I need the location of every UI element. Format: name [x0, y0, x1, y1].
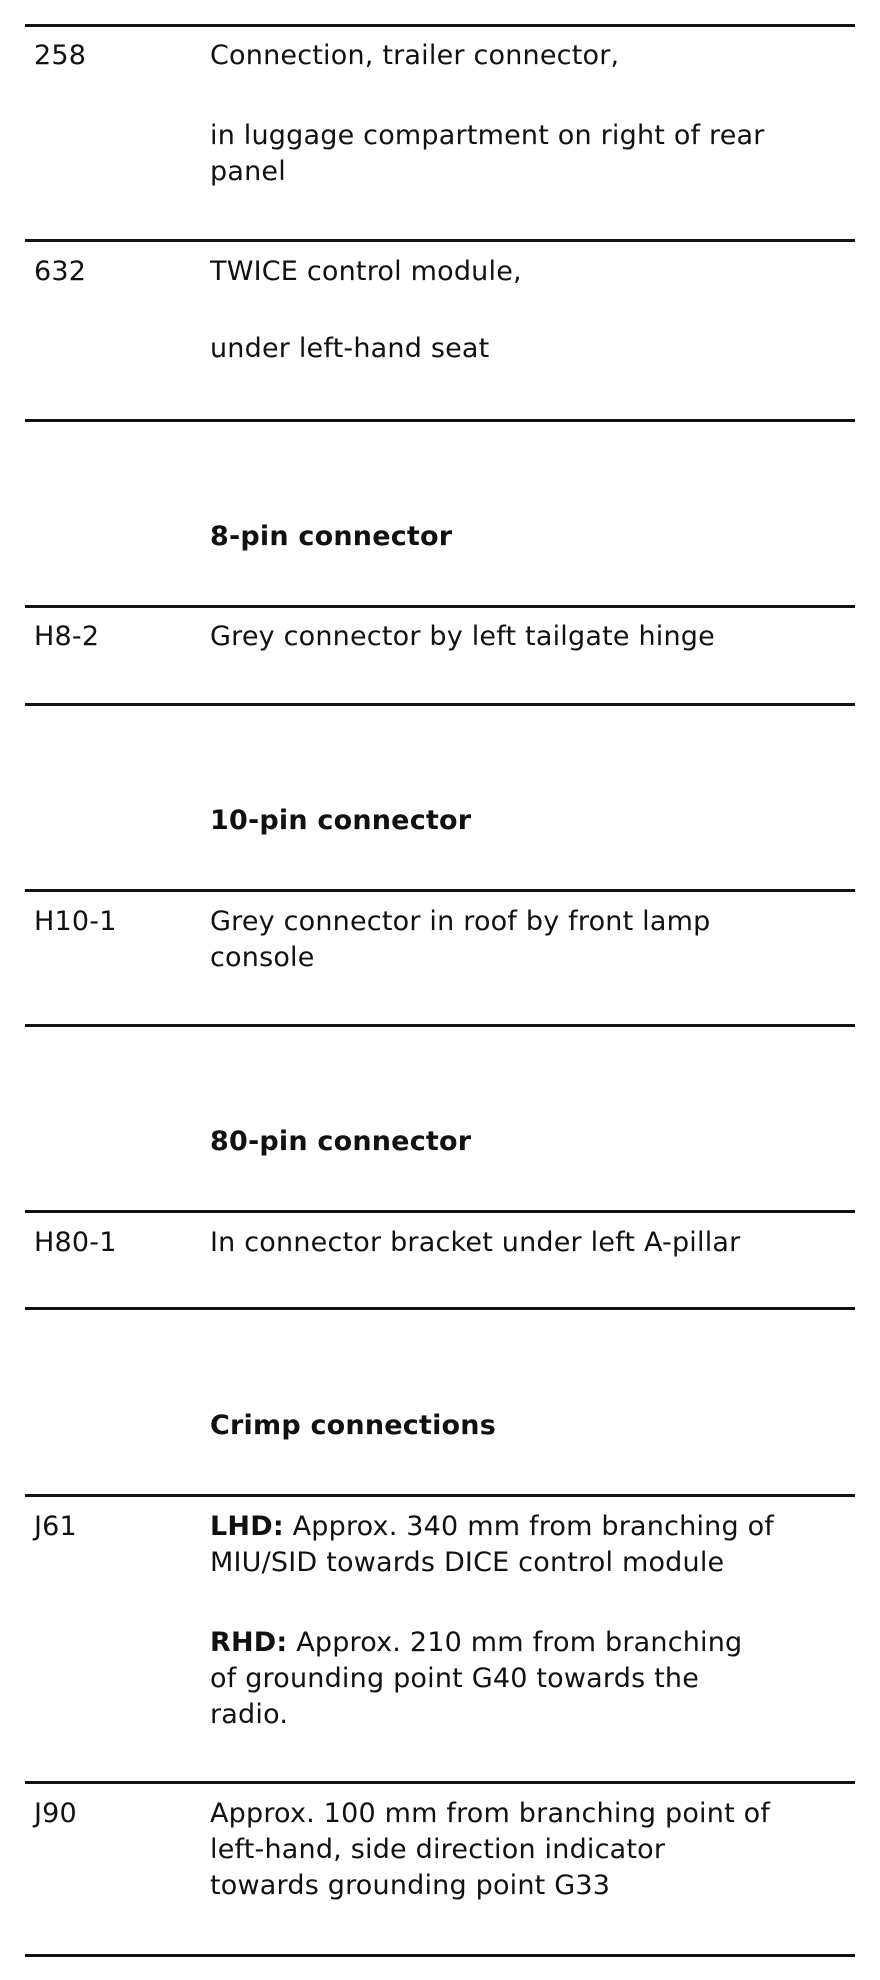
table-divider — [25, 1954, 855, 1957]
table-divider — [25, 1210, 855, 1213]
row-code: H8-2 — [34, 621, 100, 652]
row-code: 632 — [34, 256, 87, 287]
table-divider — [25, 1307, 855, 1310]
row-description-line: Grey connector by left tailgate hinge — [210, 621, 715, 652]
row-description-line: radio. — [210, 1699, 289, 1730]
section-heading: 80-pin connector — [210, 1126, 472, 1157]
row-description-line: towards grounding point G33 — [210, 1870, 611, 1901]
section-heading: 8-pin connector — [210, 521, 453, 552]
table-divider — [25, 419, 855, 422]
rhd-note-line — [210, 1625, 742, 1661]
lhd-label: LHD: — [210, 1511, 284, 1542]
table-divider — [25, 1781, 855, 1784]
row-description-line: Connection, trailer connector, — [210, 40, 620, 71]
lhd-note-line — [210, 1509, 774, 1545]
row-description-line: under left-hand seat — [210, 333, 490, 364]
row-code: H80-1 — [34, 1227, 117, 1258]
rhd-label: RHD: — [210, 1627, 288, 1658]
row-description-line: left-hand, side direction indicator — [210, 1834, 666, 1865]
row-description-line: panel — [210, 156, 286, 187]
table-divider — [25, 605, 855, 608]
row-description-line: MIU/SID towards DICE control module — [210, 1547, 725, 1578]
row-description-line: console — [210, 942, 315, 973]
row-code: 258 — [34, 40, 87, 71]
row-description-line: of grounding point G40 towards the — [210, 1663, 700, 1694]
table-divider — [25, 1024, 855, 1027]
row-description-line: Approx. 100 mm from branching point of — [210, 1798, 771, 1829]
row-code: J90 — [34, 1798, 77, 1829]
section-heading: 10-pin connector — [210, 805, 472, 836]
row-description-line: in luggage compartment on right of rear — [210, 120, 765, 151]
table-divider — [25, 889, 855, 892]
rhd-text: Approx. 210 mm from branching — [287, 1627, 743, 1658]
lhd-text: Approx. 340 mm from branching of — [283, 1511, 775, 1542]
row-code: H10-1 — [34, 906, 117, 937]
table-divider — [25, 239, 855, 242]
row-description-line: In connector bracket under left A-pillar — [210, 1227, 741, 1258]
table-divider — [25, 24, 855, 27]
table-divider — [25, 1494, 855, 1497]
row-description-line: Grey connector in roof by front lamp — [210, 906, 711, 937]
table-divider — [25, 703, 855, 706]
section-heading: Crimp connections — [210, 1410, 496, 1441]
row-description-line: TWICE control module, — [210, 256, 522, 287]
row-code: J61 — [34, 1511, 77, 1542]
